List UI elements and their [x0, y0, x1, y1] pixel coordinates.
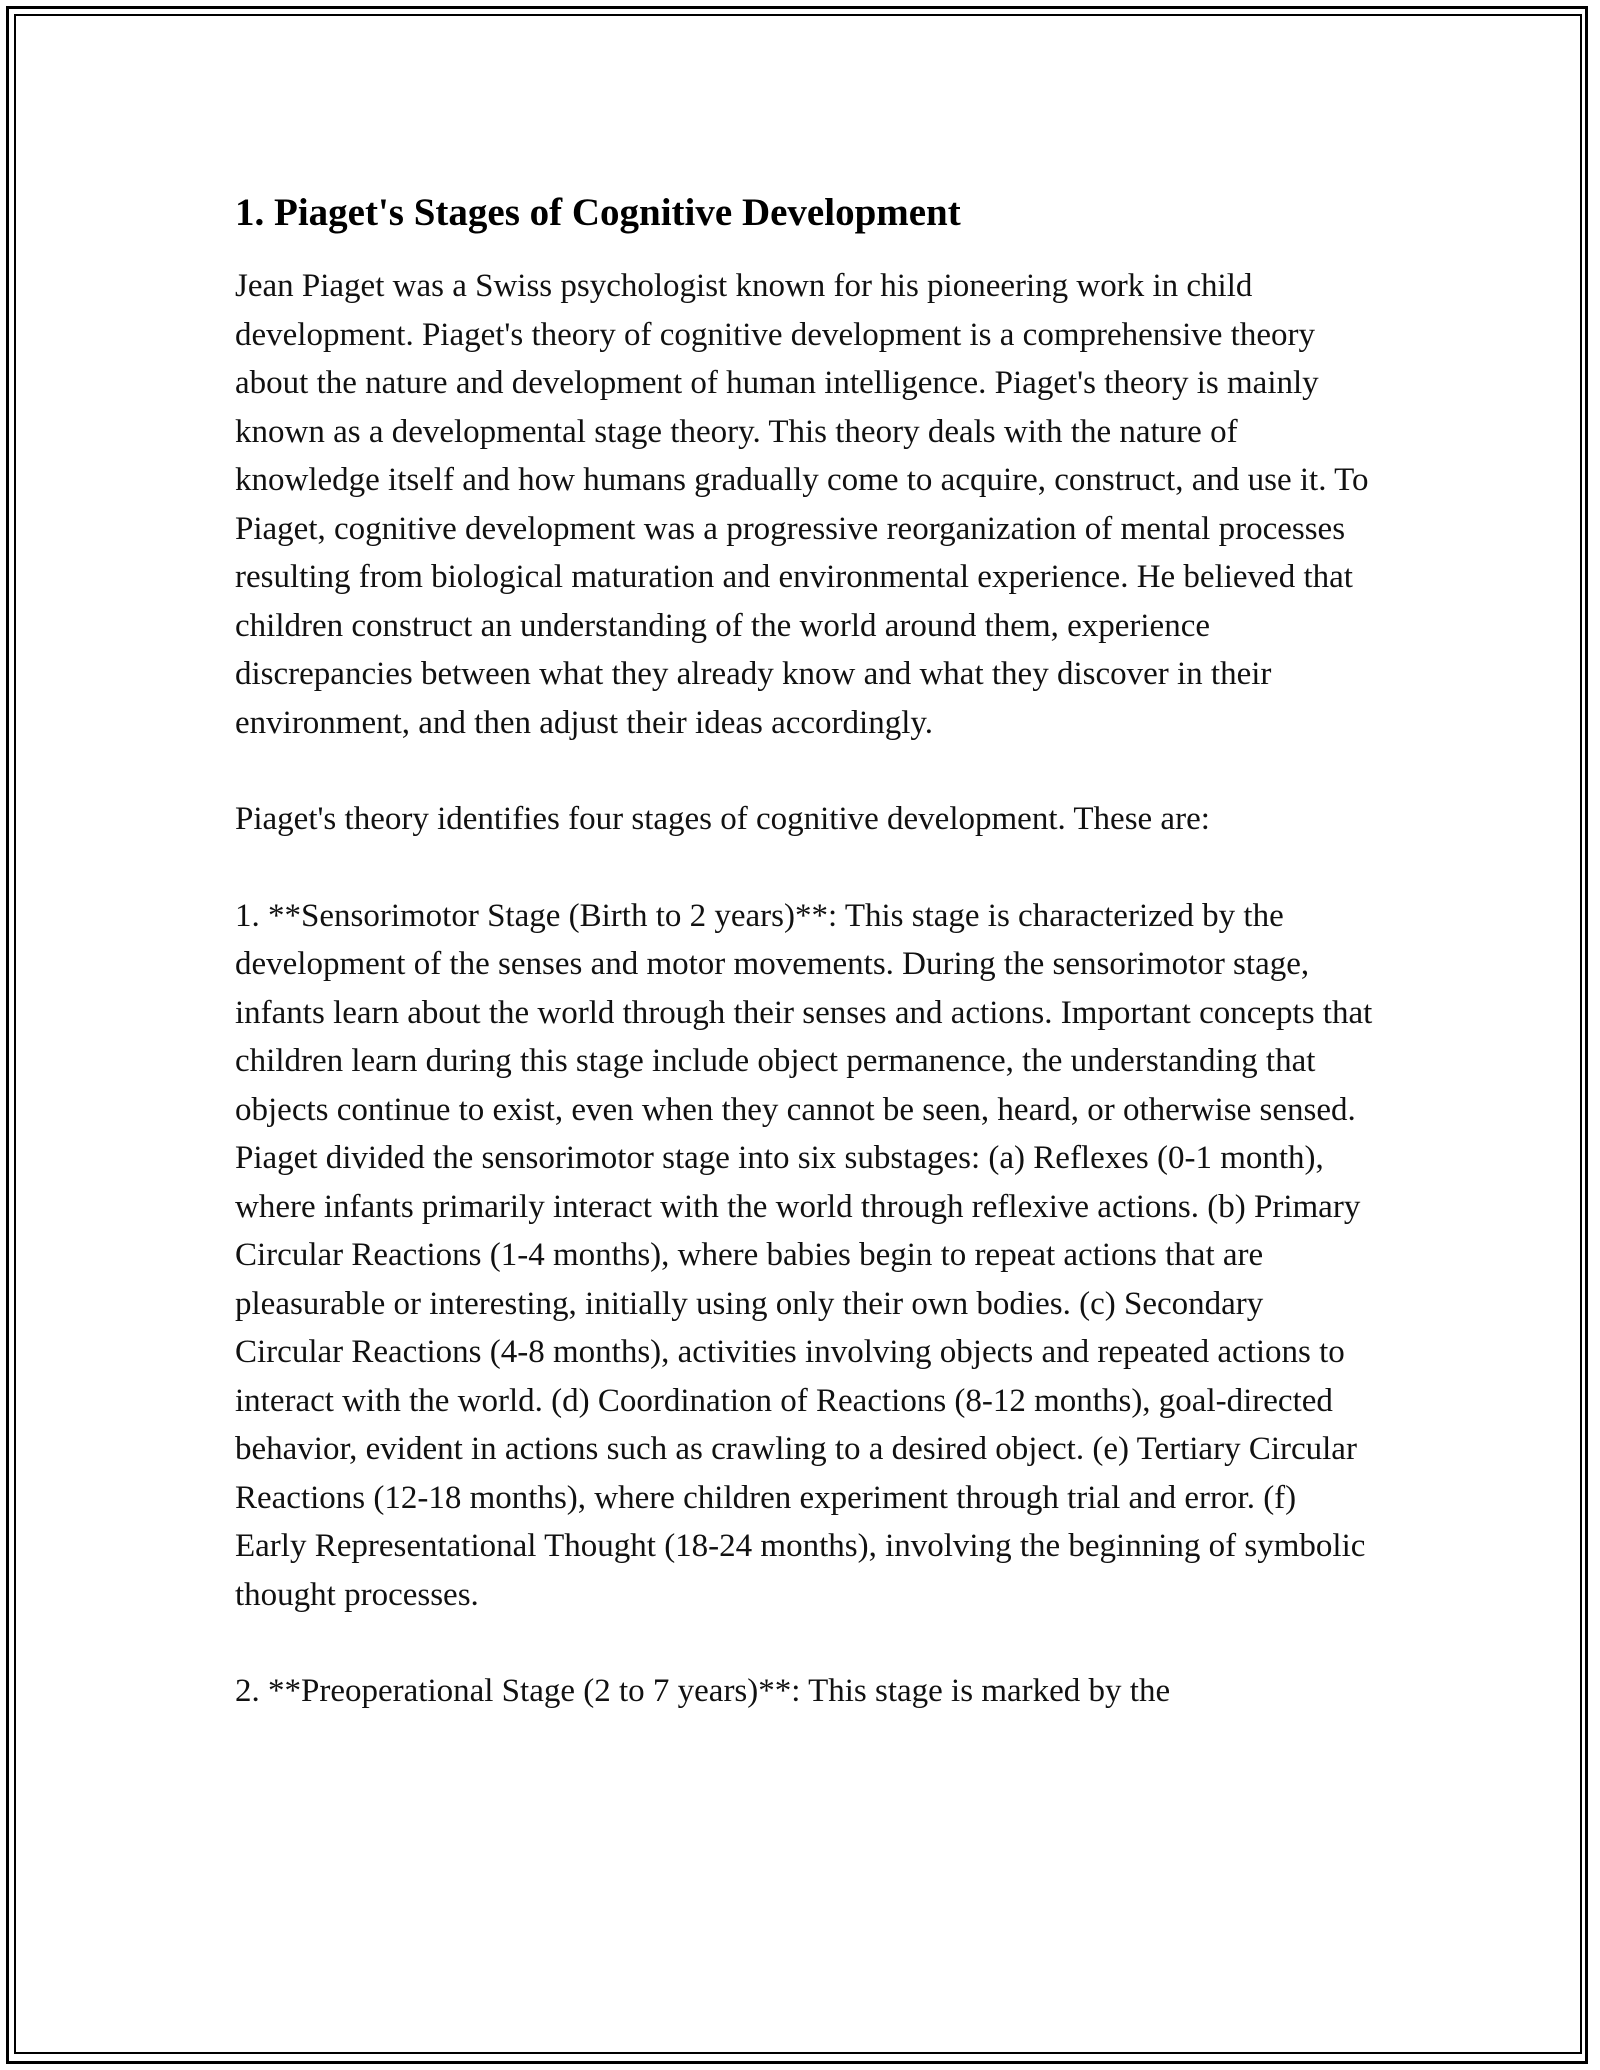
section-heading: 1. Piaget's Stages of Cognitive Development: [235, 191, 961, 234]
sensorimotor-stage-paragraph: 1. **Sensorimotor Stage (Birth to 2 years)**: This stage is characterized by the development of the senses and motor movements. During the sensorimotor stage, infants learn about the world through their senses and actions. Important concepts that children learn during this stage include object permanence, the understanding that objects continue to exist, even when they cannot be seen, heard, or otherwise sensed. Piaget divided the sensorimotor stage into six substages: (a) Reflexes (0-1 month), where infants primarily interact with the world through reflexive actions. (b) Primary Circular Reactions (1-4 months), where babies begin to repeat actions that are pleasurable or interesting, initially using only their own bodies. (c) Secondary Circular Reactions (4-8 months), activities involving objects and repeated actions to interact with the world. (d) Coordination of Reactions (8-12 months), goal-directed behavior, evident in actions such as crawling to a desired object. (e) Tertiary Circular Reactions (12-18 months), where children experiment through trial and error. (f) Early Representational Thought (18-24 months), involving the beginning of symbolic thought processes.: [235, 897, 1373, 1613]
preoperational-stage-paragraph: 2. **Preoperational Stage (2 to 7 years)**: This stage is marked by the: [235, 1673, 1171, 1709]
document-body: [235, 186, 1375, 1764]
stages-intro-paragraph: Piaget's theory identifies four stages of cognitive development. These are:: [235, 801, 1210, 837]
intro-paragraph: Jean Piaget was a Swiss psychologist known for his pioneering work in child development. Piaget's theory of cognitive development is a comprehensive theory about the nature and development of human intelligence. Piaget's theory is mainly known as a developmental stage theory. This theory deals with the nature of knowledge itself and how humans gradually come to acquire, construct, and use it. To Piaget, cognitive development was a progressive reorganization of mental processes resulting from biological maturation and environmental experience. He believed that children construct an understanding of the world around them, experience discrepancies between what they already know and what they discover in their environment, and then adjust their ideas accordingly.: [235, 268, 1369, 741]
